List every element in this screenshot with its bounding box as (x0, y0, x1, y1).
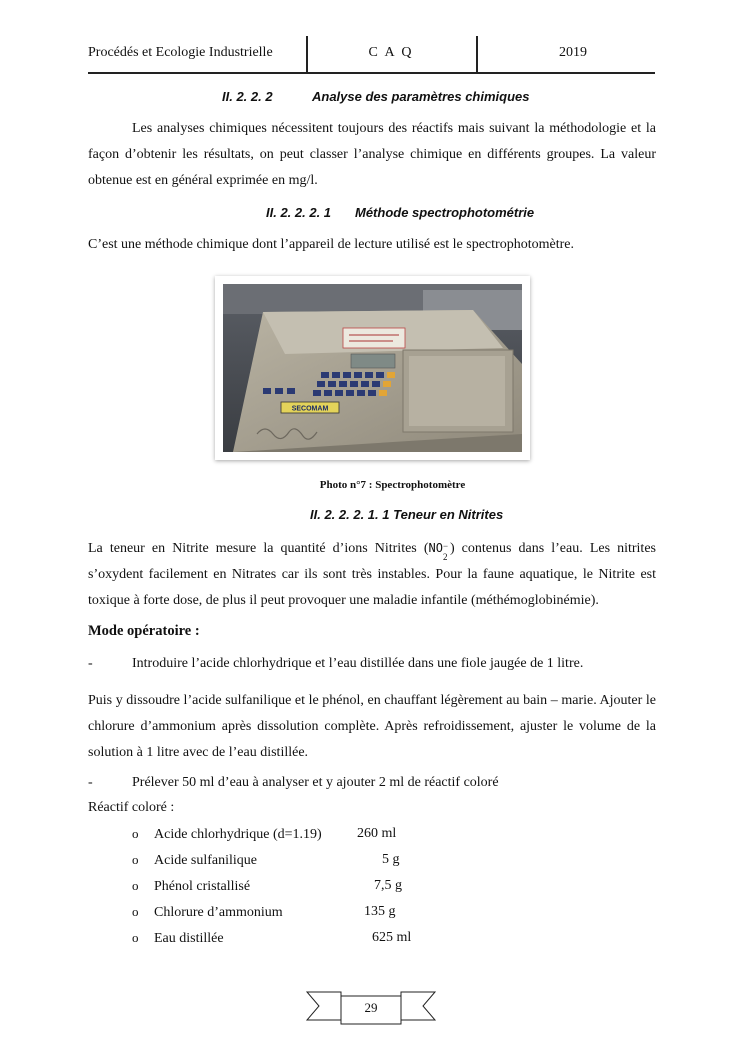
header-center-label: C A Q (368, 45, 414, 60)
brand-label: SECOMAM (291, 405, 329, 413)
subsubsection-title: Teneur en Nitrites (393, 507, 504, 522)
step-one (88, 656, 583, 672)
page-header (88, 36, 655, 76)
reagent-quantity: 5 g (382, 852, 400, 867)
photo-caption (0, 479, 745, 491)
nitrites-text-end: ) contenus dans l’eau. Les nitrites s’oxydent facilement en Nitrates car ils sont très instables. Pour la faune aquatique, le Nitrite est toxique à forte dose, de plus il peut provoquer une maladie infantile (méthémoglobinémie). (88, 541, 656, 608)
bullet-icon: o (132, 878, 139, 893)
subsection-title: Méthode spectrophotométrie (355, 205, 535, 220)
spectrophotometer-image (223, 284, 522, 452)
step-dash: - (88, 656, 93, 671)
paragraph-nitrites (88, 535, 656, 614)
step-two-text: Prélever 50 ml d’eau à analyser et y ajouter 2 ml de réactif coloré (132, 775, 499, 790)
reagent-label: Réactif coloré : (88, 800, 175, 815)
reagent-name: Eau distillée (154, 931, 224, 946)
header-rule (88, 72, 655, 74)
bullet-icon: o (132, 852, 139, 867)
subsubsection-number: II. 2. 2. 2. 1. 1 (310, 507, 390, 522)
photo-caption-text: Photo n°7 : Spectrophotomètre (319, 479, 466, 491)
reagent-quantity: 135 g (364, 904, 396, 919)
step-one-text: Introduire l’acide chlorhydrique et l’eau distillée dans une fiole jaugée de 1 litre. (132, 656, 584, 671)
bullet-icon: o (132, 904, 139, 919)
page-number-banner (305, 990, 437, 1026)
step-two (88, 775, 499, 791)
header-course-title: Procédés et Ecologie Industrielle (88, 45, 273, 60)
reagent-item (132, 826, 397, 843)
reagent-quantity: 7,5 g (374, 878, 402, 893)
mode-title: Mode opératoire : (88, 623, 200, 639)
reagent-item (132, 878, 402, 895)
subsubsection-heading (310, 507, 503, 522)
reagent-item (132, 930, 412, 947)
page-number: 29 (364, 1000, 378, 1015)
header-year: 2019 (559, 45, 587, 60)
subsection-heading (266, 205, 534, 220)
nitrite-subscript: 2 (442, 552, 448, 562)
nitrites-text-start: La teneur en Nitrite mesure la quantité d’ions Nitrites ( (88, 541, 429, 556)
reagent-name: Acide chlorhydrique (d=1.19) (154, 827, 322, 842)
reagent-quantity: 625 ml (372, 930, 412, 945)
reagent-item (132, 852, 400, 869)
nitrite-charge: − (442, 541, 449, 551)
spectrophotometer-photo (215, 276, 530, 460)
reagent-name: Acide sulfanilique (154, 853, 258, 868)
paragraph-method: C’est une méthode chimique dont l’appareil de lecture utilisé est le spectrophotomètre. (88, 237, 574, 252)
subsection-number: II. 2. 2. 2. 1 (266, 205, 332, 220)
section-heading (222, 89, 530, 104)
paragraph-dissolution: Puis y dissoudre l’acide sulfanilique et le phénol, en chauffant légèrement au bain – marie. Ajouter le chlorure d’ammonium après dissolution complète. Après refroidissement, ajuster le volume de la solution à 1 litre avec de l’eau distillée. (88, 693, 656, 760)
reagent-name: Phénol cristallisé (154, 879, 251, 894)
reagent-name: Chlorure d’ammonium (154, 905, 283, 920)
section-title: Analyse des paramètres chimiques (312, 89, 530, 104)
paragraph-intro: Les analyses chimiques nécessitent toujours des réactifs mais suivant la méthodologie et la façon d’obtenir les résultats, on peut classer l’analyse chimique en différents groupes. La valeur obtenue est en général exprimée en mg/l. (88, 121, 656, 188)
bullet-icon: o (132, 930, 139, 945)
bullet-icon: o (132, 826, 139, 841)
reagent-quantity: 260 ml (357, 826, 397, 841)
step-dash: - (88, 775, 93, 790)
header-separator (476, 36, 478, 72)
nitrite-formula: NO (428, 541, 443, 555)
section-number: II. 2. 2. 2 (222, 89, 273, 104)
reagent-item (132, 904, 396, 921)
